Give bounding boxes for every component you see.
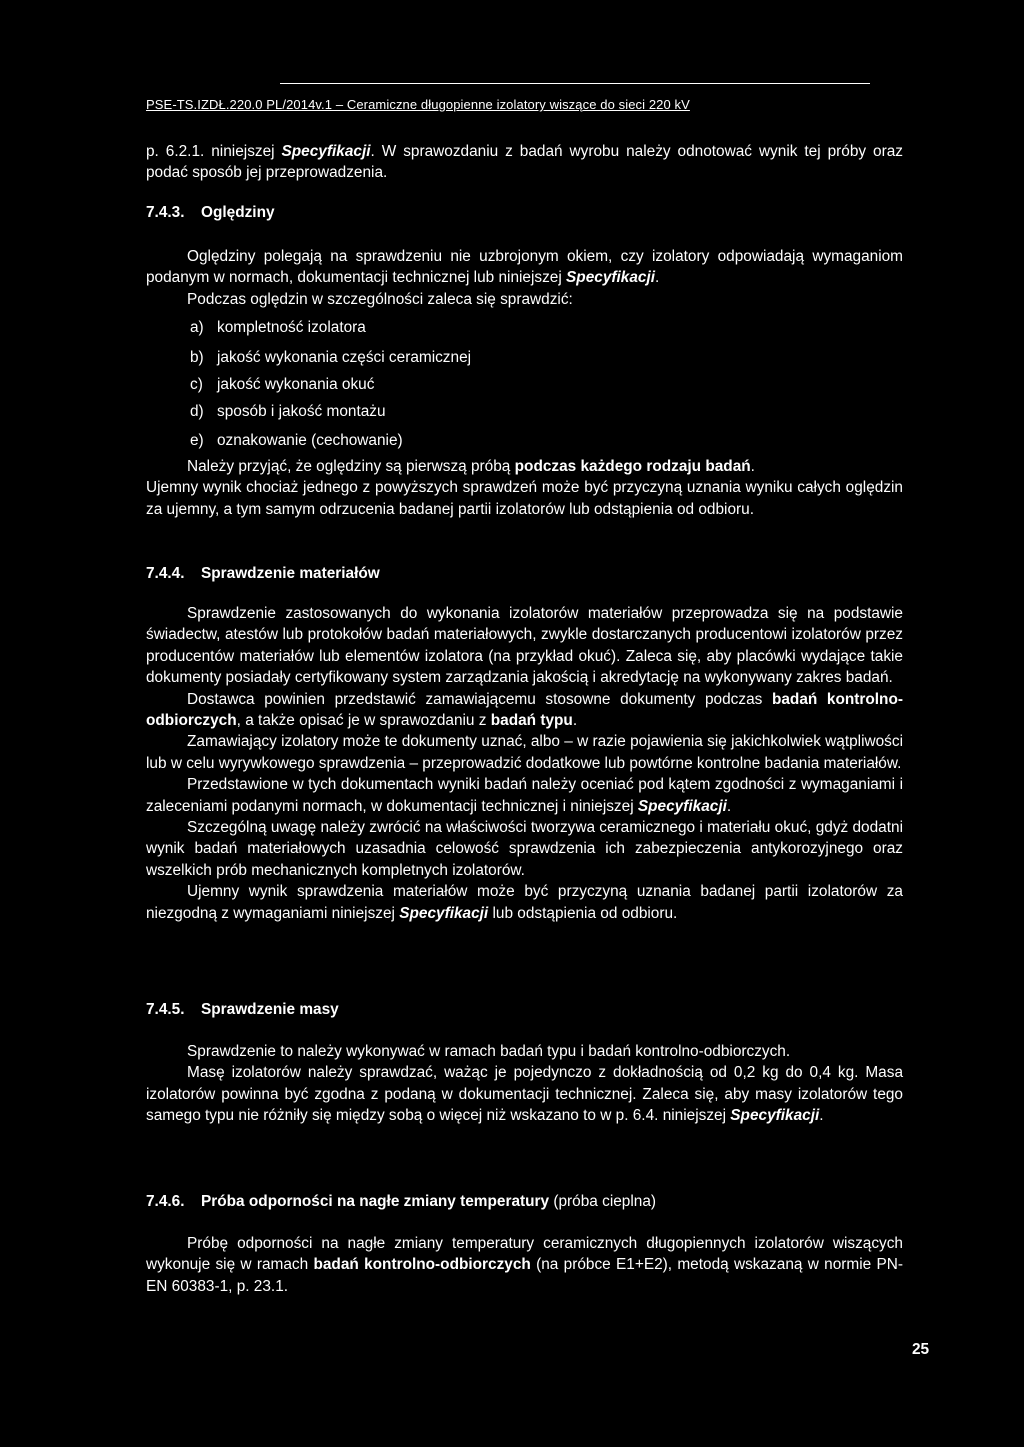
list-item <box>190 319 366 337</box>
paragraph-s743-p3 <box>146 456 903 520</box>
page-number: 25 <box>912 1341 930 1358</box>
paragraph-text: Podczas oględzin w szczególności zaleca się sprawdzić: <box>187 290 573 308</box>
header-rule <box>280 83 870 84</box>
paragraph-text: Przedstawione w tych dokumentach wyniki badań należy oceniać pod kątem zgodności z wymaganiami i zaleceniami podanymi normach, w dokumentacji technicznej i niniejszej <box>146 776 903 815</box>
section-title-suffix: (próba cieplna) <box>549 1193 657 1210</box>
list-text: jakość wykonania okuć <box>217 376 375 393</box>
emphasis-text: badań kontrolno-odbiorczych <box>146 690 903 730</box>
paragraph-text: . <box>726 797 732 815</box>
intro-text: p. 6.2.1. niniejszej <box>146 143 282 160</box>
paragraph-text: Sprawdzenie to należy wykonywać w ramach badań typu i badań kontrolno-odbiorczych. <box>187 1043 791 1060</box>
paragraph-text: , a także opisać je w sprawozdaniu z <box>236 712 491 730</box>
section-heading-7-4-4 <box>146 565 380 583</box>
list-text: kompletność izolatora <box>217 319 366 336</box>
paragraph-text: . <box>750 458 755 475</box>
section-body-7-4-5 <box>146 1041 903 1127</box>
section-heading-7-4-5 <box>146 1001 339 1019</box>
paragraph-text: Zamawiający izolatory może te dokumenty uznać, albo – w razie pojawienia się jakichkolwiek wątpliwości lub w celu wyrywkowego sprawdzenia – przeprowadzić dodatkowe lub powtórne kontrolne badania materiałów. <box>146 733 903 772</box>
paragraph-text: . <box>655 269 660 287</box>
section-body-7-4-4 <box>146 603 903 924</box>
spec-reference: Specyfikacji <box>637 797 727 815</box>
spec-reference: Specyfikacji <box>566 269 656 287</box>
section-number: 7.4.6. <box>146 1193 185 1210</box>
paragraph-text: . <box>819 1107 824 1125</box>
paragraph-text: Należy przyjąć, że oględziny są pierwszą próbą <box>187 458 515 475</box>
paragraph-s743-p1 <box>146 246 903 310</box>
spec-reference: Specyfikacji <box>399 904 489 922</box>
paragraph-text: Sprawdzenie zastosowanych do wykonania izolatorów materiałów przeprowadza się na podstawie świadectw, atestów lub protokołów badań materiałowych, zwykle dostarczanych producentowi izolatorów przez producentów materiałów lub elementów izolatora (na przykład okuć). Zaleca się, aby placówki wydające takie dokumenty posiadały certyfikowany system zarządzania jakością i akredytację na wykonywany zakres badań. <box>146 605 903 687</box>
list-label: c) <box>190 376 203 393</box>
paragraph-text: Dostawca powinien przedstawić zamawiającemu stosowne dokumenty podczas <box>187 690 772 708</box>
section-number: 7.4.5. <box>146 1001 185 1018</box>
list-label: d) <box>190 403 204 420</box>
section-title: Sprawdzenie materiałów <box>201 565 380 582</box>
list-item <box>190 349 471 367</box>
paragraph-text: Ujemny wynik sprawdzenia materiałów może być przyczyną uznania badanej partii izolatorów za niezgodną z wymaganiami niniejszej <box>146 883 903 922</box>
section-heading-7-4-6 <box>146 1193 656 1211</box>
paragraph-text: . <box>572 712 578 730</box>
section-title: Sprawdzenie masy <box>201 1001 339 1018</box>
section-number: 7.4.3. <box>146 204 185 221</box>
section-title: Oględziny <box>201 204 275 221</box>
emphasis-text: badań kontrolno-odbiorczych <box>313 1256 531 1274</box>
paragraph-text: Próbę odporności na nagłe zmiany temperatury ceramicznych długopiennych izolatorów wiszących wykonuje się w ramach <box>146 1235 903 1274</box>
emphasis-text: podczas każdego rodzaju badań <box>514 458 751 475</box>
paragraph-text: Oględziny polegają na sprawdzeniu nie uzbrojonym okiem, czy izolatory odpowiadają wymaganiom podanym w normach, dokumentacji technicznej lub niniejszej <box>146 248 903 287</box>
paragraph-text: Masę izolatorów należy sprawdzać, ważąc je pojedynczo z dokładnością od 0,2 kg do 0,4 kg. Masa izolatorów powinna być zgodna z podaną w dokumentacji technicznej. Zaleca się, aby masy izolatorów tego samego typu nie różniły się między sobą o więcej niż wskazano to w p. 6.4. niniejszej <box>146 1064 903 1125</box>
spec-reference: Specyfikacji <box>730 1107 820 1125</box>
list-item <box>190 403 386 421</box>
list-text: sposób i jakość montażu <box>217 403 386 420</box>
list-label: a) <box>190 319 204 336</box>
paragraph-text: Ujemny wynik chociaż jednego z powyższych sprawdzeń może być przyczyną uznania wyniku całych oględzin za ujemny, a tym samym odrzucenia badanej partii izolatorów lub odstąpienia od odbioru. <box>146 479 903 518</box>
list-label: b) <box>190 349 204 366</box>
emphasis-text: badań typu <box>490 712 573 730</box>
section-heading-7-4-3 <box>146 204 275 222</box>
intro-text: . W sprawozdaniu z badań wyrobu należy odnotować wynik tej próby oraz podać sposób jej przeprowadzenia. <box>146 143 903 182</box>
running-header: PSE-TS.IZDŁ.220.0 PL/2014v.1 – Ceramiczne długopienne izolatory wiszące do sieci 220 kV <box>146 97 690 112</box>
list-label: e) <box>190 432 204 449</box>
section-title: Próba odporności na nagłe zmiany temperatury <box>201 1193 550 1210</box>
list-item <box>190 432 403 450</box>
section-number: 7.4.4. <box>146 565 185 582</box>
intro-paragraph <box>146 141 903 184</box>
list-text: jakość wykonania części ceramicznej <box>217 349 472 366</box>
section-body-7-4-6 <box>146 1233 903 1297</box>
spec-reference: Specyfikacji <box>281 143 371 160</box>
list-item <box>190 376 374 394</box>
paragraph-text: (na próbce E1+E2), metodą wskazaną w normie PN-EN 60383-1, p. 23.1. <box>146 1256 903 1295</box>
list-text: oznakowanie (cechowanie) <box>217 432 403 449</box>
paragraph-text: Szczególną uwagę należy zwrócić na właściwości tworzywa ceramicznego i materiału okuć, gdyż dodatni wynik badań materiałowych uzasadnia celowość sprawdzenia ich zabezpieczenia antykorozyjnego oraz wszelkich prób mechanicznych kompletnych izolatorów. <box>146 819 903 879</box>
paragraph-text: lub odstąpienia od odbioru. <box>488 904 678 922</box>
